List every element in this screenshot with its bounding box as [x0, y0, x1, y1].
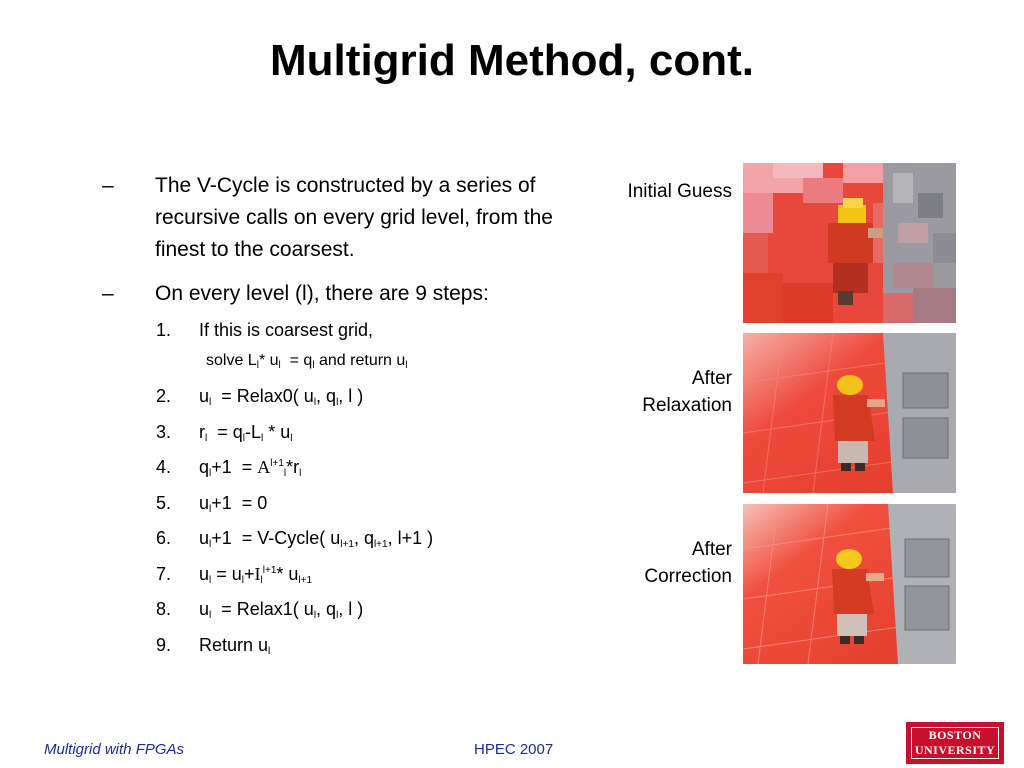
bullet-dash: – [102, 174, 114, 197]
step-text: $r_l = q_l-L_l * u_l$ [199, 422, 293, 444]
step-text: $u_l$ = Relax0( $u_l$, $q_l$, l ) [199, 386, 364, 408]
initial-guess-image [743, 163, 956, 323]
logo-line-2: UNIVERSITY [914, 743, 996, 757]
step-number: 4. [156, 457, 172, 477]
slide-title: Multigrid Method, cont. [270, 36, 754, 85]
after-relaxation-image [743, 333, 956, 493]
after-correction-image [743, 504, 956, 664]
step-text: $u_l+1$ = V-Cycle( $u_{l+1}$, $q_{l+1}$, l+1 ) [199, 528, 434, 550]
step-number: 8. [156, 599, 172, 619]
step-number: 5. [156, 493, 172, 513]
label-after-relaxation: After Relaxation [642, 368, 732, 416]
label-initial-guess: Initial Guess [627, 181, 732, 202]
step-text: $u_l$ = Relax1( $u_l$, $q_l$, l ) [199, 599, 364, 621]
step-number: 6. [156, 528, 172, 548]
step-number: 9. [156, 635, 172, 655]
step-text: $q_l+1 = A^{l+1}_l*r_l$ [199, 457, 302, 479]
step-text: $u_l = u_l+I_l^{l+1}*$ $u_{l+1}$ [199, 564, 313, 586]
step-number: 1. [156, 320, 172, 340]
step-number: 3. [156, 422, 172, 442]
bullet-dash: – [102, 282, 114, 305]
step-1-continuation: solve $L_l*$ $u_l = q_l$ and return $u_l$ [206, 352, 408, 371]
logo-line-1: BOSTON [928, 728, 982, 742]
label-after-correction: After Correction [644, 539, 732, 587]
restriction-operator: A [257, 457, 271, 477]
footer-event: HPEC 2007 [474, 741, 554, 758]
step-number: 2. [156, 386, 172, 406]
bullet-text: On every level (l), there are 9 steps: [155, 282, 489, 305]
bullet-text: The V-Cycle is constructed by a series of recursive calls on every grid level, from the finest to the coarsest. [155, 174, 553, 261]
step-text: If this is coarsest grid, [199, 320, 374, 340]
interpolation-operator: I [254, 564, 261, 584]
step-text: $u_l+1 = 0$ [199, 493, 268, 515]
footer-title: Multigrid with FPGAs [44, 741, 185, 758]
step-number: 7. [156, 564, 172, 584]
boston-university-logo [906, 722, 1004, 764]
step-text: Return $u_l$ [199, 635, 271, 657]
